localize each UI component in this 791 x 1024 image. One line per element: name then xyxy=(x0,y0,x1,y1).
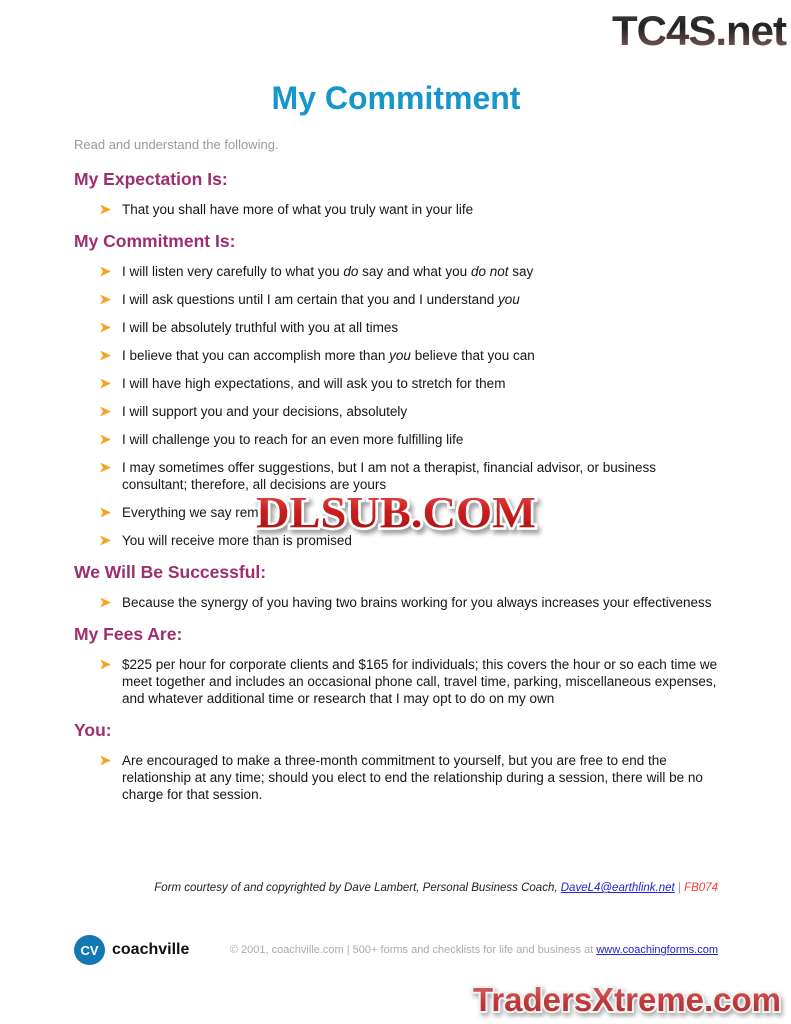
intro-text: Read and understand the following. xyxy=(74,137,279,152)
list-item xyxy=(74,431,718,448)
list-item xyxy=(74,752,718,803)
list-item-text: You will receive more than is promised xyxy=(122,533,352,548)
list-item-text: Are encouraged to make a three-month commitment to yourself, but you are free to end the relationship at any time; should you elect to end the relationship during a session, there will be no charge for that session. xyxy=(122,753,703,802)
list-item-text: I will listen very carefully to what you do say and what you do not say xyxy=(122,264,534,279)
section-heading: We Will Be Successful: xyxy=(74,562,267,582)
copyright-line xyxy=(230,944,718,956)
form-code: FB074 xyxy=(684,882,718,894)
arrow-bullet-icon xyxy=(100,536,111,546)
list-item xyxy=(74,594,718,611)
list-item-text: I will challenge you to reach for an even more fulfilling life xyxy=(122,432,464,447)
courtesy-text: Form courtesy of and copyrighted by Dave Lambert, Personal Business Coach, xyxy=(154,882,561,894)
brand-name: coachville xyxy=(112,941,190,958)
footer xyxy=(74,930,718,970)
page-title: My Commitment xyxy=(271,80,521,116)
section xyxy=(74,720,718,803)
section-heading: My Commitment Is: xyxy=(74,231,236,251)
list-item xyxy=(74,291,718,308)
watermark-dlsub xyxy=(248,483,544,546)
bullet-list xyxy=(74,752,718,803)
list-item-text: I will support you and your decisions, absolutely xyxy=(122,404,408,419)
list-item xyxy=(74,375,718,392)
watermark-tradersxtreme xyxy=(463,976,791,1024)
section xyxy=(74,169,718,218)
list-item-text: I may sometimes offer suggestions, but I am not a therapist, financial advisor, or business consultant; therefore, all decisions are yours xyxy=(122,460,657,492)
arrow-bullet-icon xyxy=(100,407,111,417)
arrow-bullet-icon xyxy=(100,508,111,518)
list-item-text: I will have high expectations, and will ask you to stretch for them xyxy=(122,376,506,391)
courtesy-line xyxy=(154,881,718,895)
watermark-dlsub-text: DLSUB.COM xyxy=(256,488,536,537)
section-heading: My Expectation Is: xyxy=(74,169,228,189)
list-item-text: That you shall have more of what you truly want in your life xyxy=(122,202,474,217)
list-item xyxy=(74,263,718,280)
arrow-bullet-icon xyxy=(100,435,111,445)
copyright-text: © 2001, coachville.com | 500+ forms and checklists for life and business at xyxy=(229,944,597,956)
section-heading: My Fees Are: xyxy=(74,624,183,644)
section xyxy=(74,624,718,707)
list-item xyxy=(74,201,718,218)
arrow-bullet-icon xyxy=(100,463,111,473)
bullet-list xyxy=(74,656,718,707)
list-item-text: Everything we say rem xyxy=(122,505,259,520)
watermark-tc4s-text: TC4S.net xyxy=(611,7,786,54)
list-item xyxy=(74,656,718,707)
arrow-bullet-icon xyxy=(100,660,111,670)
email-link[interactable]: DaveL4@earthlink.net xyxy=(560,882,675,894)
list-item-text: $225 per hour for corporate clients and $165 for individuals; this covers the hour or so each time we meet together and includes an occasional phone call, travel time, parking, miscellaneous expenses, and whatever additional time or research that I may opt to do on my own xyxy=(122,657,718,706)
coachville-logo xyxy=(74,935,189,965)
list-item-text: I will be absolutely truthful with you at all times xyxy=(122,320,399,335)
bullet-list xyxy=(74,594,718,611)
coachingforms-link[interactable]: www.coachingforms.com xyxy=(596,944,718,956)
courtesy-separator: | xyxy=(674,882,685,894)
watermark-tradersxtreme-text: TradersXtreme.com xyxy=(473,981,781,1018)
section-heading: You: xyxy=(74,720,112,740)
arrow-bullet-icon xyxy=(100,295,111,305)
list-item xyxy=(74,319,718,336)
arrow-bullet-icon xyxy=(100,756,111,766)
arrow-bullet-icon xyxy=(100,267,111,277)
arrow-bullet-icon xyxy=(100,323,111,333)
list-item-text: Because the synergy of you having two brains working for you always increases your effectiveness xyxy=(122,595,712,610)
arrow-bullet-icon xyxy=(100,351,111,361)
list-item xyxy=(74,403,718,420)
cv-logo-initials: CV xyxy=(80,942,99,958)
watermark-tc4s xyxy=(572,4,790,59)
arrow-bullet-icon xyxy=(100,205,111,215)
list-item-text: I believe that you can accomplish more than you believe that you can xyxy=(122,348,535,363)
arrow-bullet-icon xyxy=(100,598,111,608)
arrow-bullet-icon xyxy=(100,379,111,389)
list-item-text: I will ask questions until I am certain that you and I understand you xyxy=(122,292,520,307)
bullet-list xyxy=(74,201,718,218)
cv-logo-icon xyxy=(74,935,105,965)
list-item xyxy=(74,347,718,364)
section xyxy=(74,562,718,611)
